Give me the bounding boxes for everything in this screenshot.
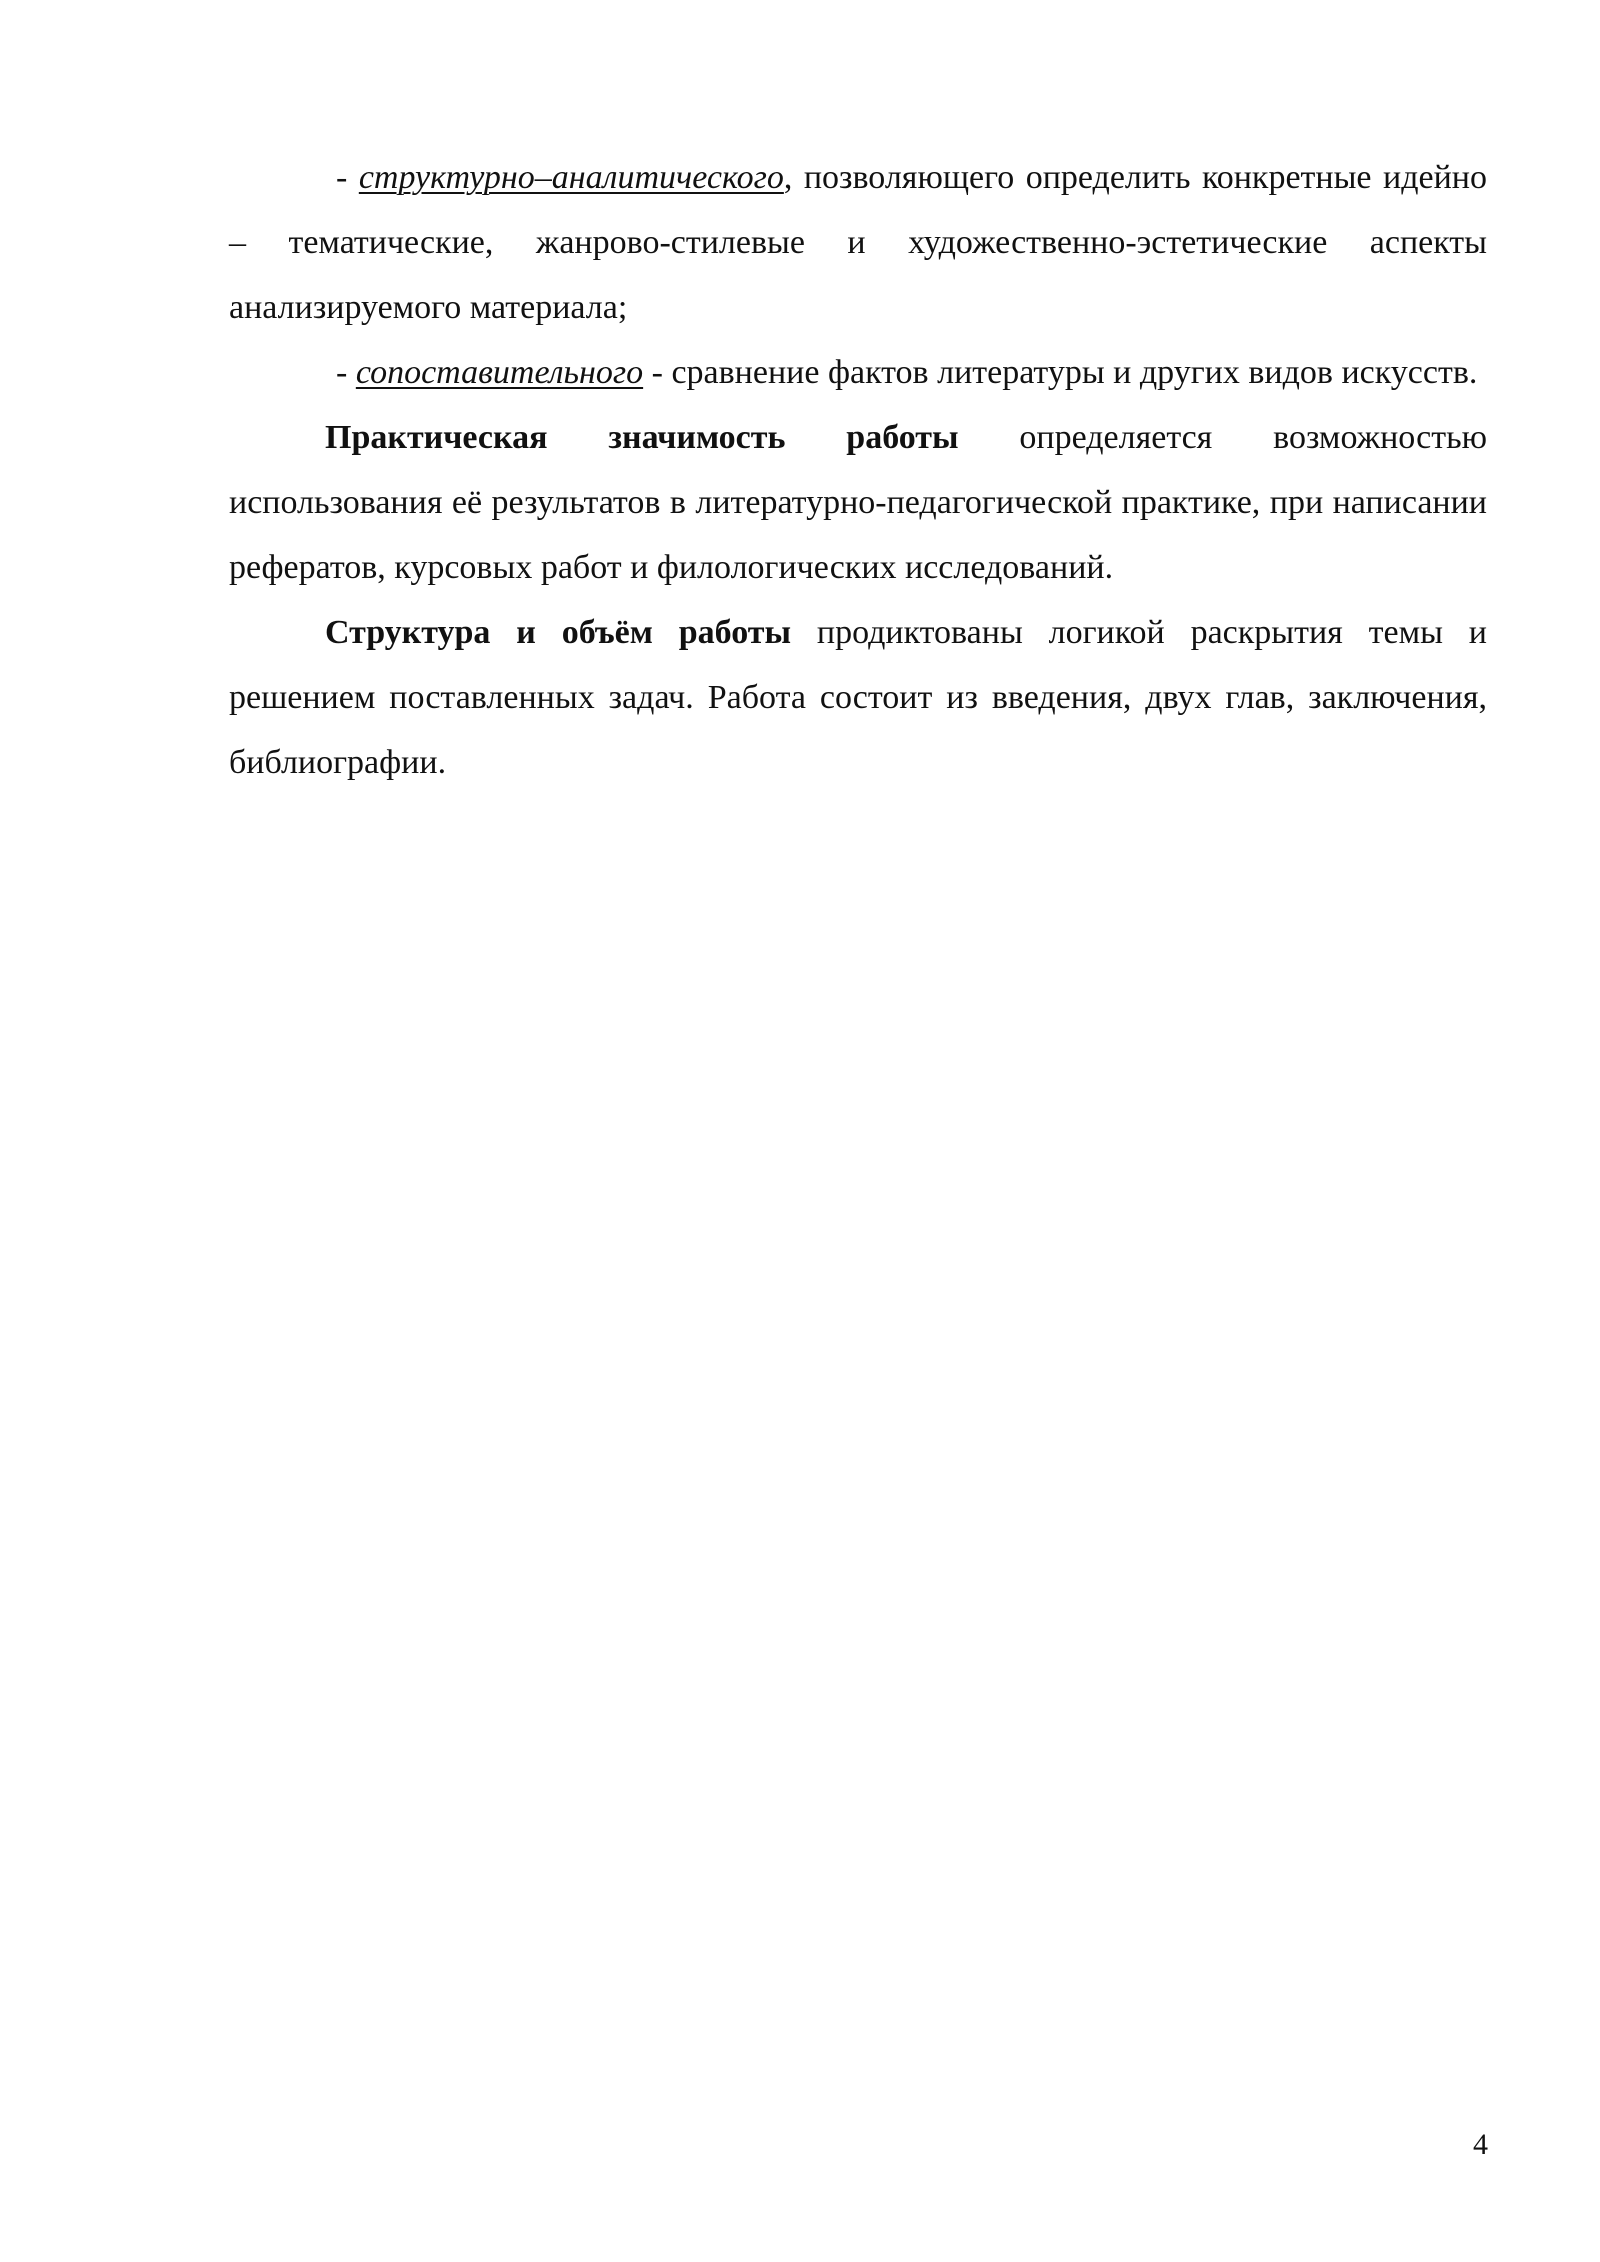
page-body [229,145,1487,795]
paragraph-heading: Структура и объём работы [325,614,792,651]
paragraph-structure-volume [229,600,1487,795]
method-item-structural-analytical [229,145,1487,340]
paragraph-text: определяется возможностью использования её результатов в литературно-педагогической практике, при написании рефератов, курсовых работ и филологических исследований. [229,419,1487,586]
paragraph-heading: Практическая значимость работы [325,419,959,456]
method-item-comparative [229,340,1487,405]
method-description: , позволяющего определить конкретные идейно – тематические, жанрово-стилевые и художественно-эстетические аспекты анализируемого материала; [229,159,1487,326]
method-term: структурно–аналитического [358,159,784,196]
paragraph-text: продиктованы логикой раскрытия темы и решением поставленных задач. Работа состоит из введения, двух глав, заключения, библиографии. [229,614,1487,781]
page-number: 4 [1473,2128,1488,2161]
method-term: сопоставительного [355,354,644,391]
list-dash: - [336,354,356,391]
list-dash: - [336,159,359,196]
method-description: - сравнение фактов литературы и других видов искусств. [643,354,1478,391]
paragraph-practical-significance [229,405,1487,600]
